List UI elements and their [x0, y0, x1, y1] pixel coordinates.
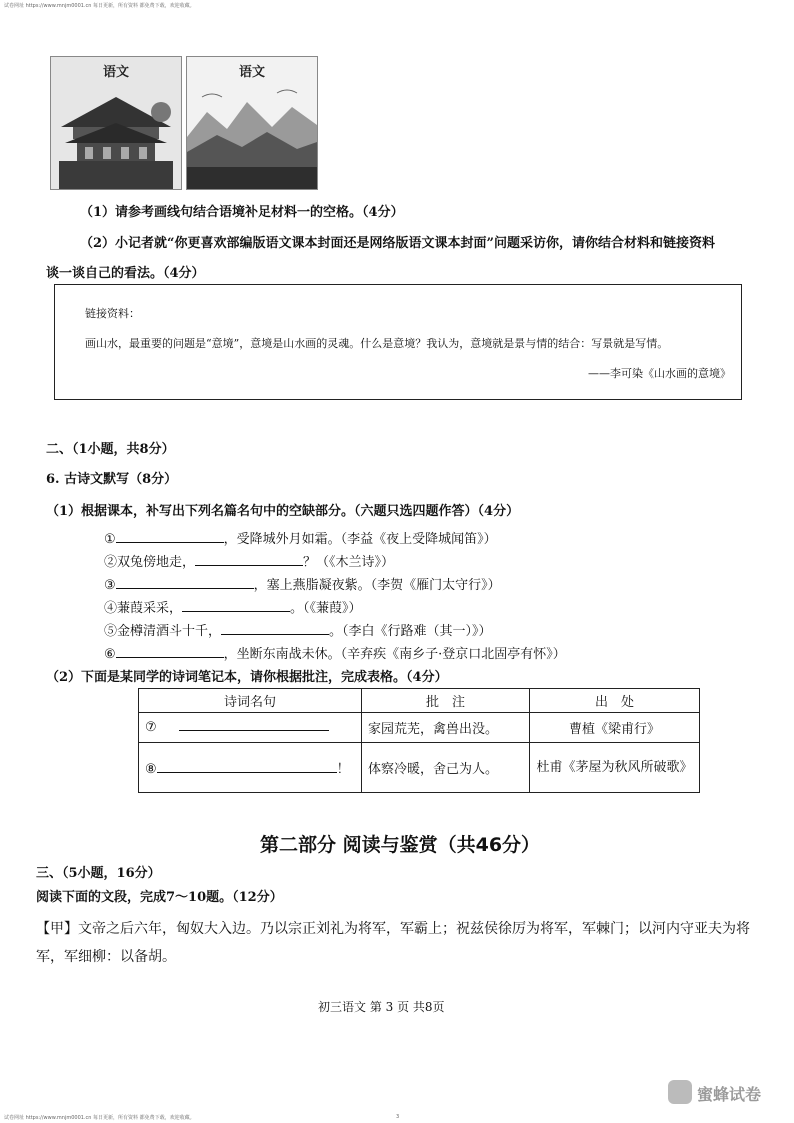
answer-blank[interactable] [116, 588, 254, 589]
cover-title: 语文 [238, 65, 265, 80]
page-footer: 初三语文 第 3 页 共8页 [318, 1000, 445, 1014]
answer-blank[interactable] [182, 611, 290, 612]
table-cell-note: 家园荒芜，禽兽出没。 [362, 713, 530, 743]
item-number: ⑤ [104, 624, 118, 639]
answer-blank[interactable] [116, 657, 224, 658]
item-text: ，受降城外月如霜。（李益《夜上受降城闻笛》） [223, 532, 497, 547]
q6-sub1: （1）根据课本，补写出下列名篇名句中的空缺部分。（六题只选四题作答）（4分） [46, 504, 520, 519]
answer-blank[interactable] [221, 634, 329, 635]
table-row [139, 713, 700, 743]
poetry-notes-table [138, 688, 700, 793]
table-cell-verse [139, 743, 362, 793]
cover-image-network [186, 56, 318, 190]
link-material-box [54, 284, 742, 400]
recitation-item-4 [104, 597, 362, 616]
footer-page-number: 3 [396, 1114, 400, 1120]
q6-title: 6. 古诗文默写（8分） [46, 472, 178, 487]
recitation-item-5 [104, 620, 492, 639]
part2-title: 第二部分 阅读与鉴赏（共46分） [260, 834, 541, 856]
q6-sub2: （2）下面是某同学的诗词笔记本，请你根据批注，完成表格。（4分） [46, 670, 448, 685]
item-text: 蒹葭采采， [117, 601, 183, 616]
link-material-body: 画山水，最重要的问题是“意境”，意境是山水画的灵魂。什么是意境？我认为，意境就是景与情的结合：写景就是写情。 [85, 337, 669, 350]
answer-blank[interactable] [116, 542, 224, 543]
table-header: 诗词名句 [139, 689, 362, 713]
reading-instruction: 阅读下面的文段，完成7～10题。（12分） [36, 890, 283, 905]
table-cell-verse [139, 713, 362, 743]
item-number: ④ [104, 601, 118, 616]
q5-sub1: （1）请参考画线句结合语境补足材料一的空格。（4分） [80, 205, 404, 220]
recitation-item-1 [104, 528, 497, 547]
watermark-text: 蜜蜂试卷 [697, 1085, 762, 1104]
item-text: 双兔傍地走， [117, 555, 196, 570]
recitation-item-2 [104, 551, 394, 570]
bee-logo-icon [668, 1080, 692, 1104]
cover-title: 语文 [102, 65, 129, 80]
row-end-mark: ！ [336, 762, 350, 777]
item-text: 。（李白《行路难（其一）》） [329, 624, 492, 639]
item-number: ② [104, 555, 118, 570]
item-number: ⑥ [104, 647, 116, 662]
header-note: 试卷网址 https://www.mnjm0001.cn 每日更新，所有资料 都免费下载，欢迎收藏。 [4, 3, 195, 9]
recitation-item-6 [104, 643, 566, 662]
q5-sub2-line1: （2）小记者就“你更喜欢部编版语文课本封面还是网络版语文课本封面”问题采访你，请你结合材料和链接资料 [80, 236, 716, 251]
item-text: ，塞上燕脂凝夜紫。（李贺《雁门太守行》） [253, 578, 501, 593]
table-header: 批 注 [362, 689, 530, 713]
item-text: ，坐断东南战未休。（辛弃疾《南乡子·登京口北固亭有怀》） [223, 647, 566, 662]
link-material-source: ——李可染《山水画的意境》 [588, 367, 731, 380]
link-material-label: 链接资料： [85, 307, 140, 320]
q5-sub2-line2: 谈一谈自己的看法。（4分） [46, 266, 205, 281]
table-cell-source: 杜甫《茅屋为秋风所破歌》 [530, 743, 700, 793]
answer-blank[interactable] [157, 772, 337, 773]
cover-image-textbook [50, 56, 182, 190]
table-header: 出 处 [530, 689, 700, 713]
passage-line-1: 【甲】文帝之后六年，匈奴大入边。乃以宗正刘礼为将军，军霸上；祝兹侯徐厉为将军，军棘门；以河内守亚夫为将 [36, 921, 750, 937]
table-cell-source: 曹植《梁甫行》 [530, 713, 700, 743]
table-row [139, 743, 700, 793]
item-text: 。（《蒹葭》） [290, 601, 362, 616]
row-number: ⑦ [145, 720, 157, 735]
item-number: ① [104, 532, 116, 547]
table-cell-note: 体察冷暖，舍己为人。 [362, 743, 530, 793]
item-text: 金樽清酒斗十千， [117, 624, 222, 639]
answer-blank[interactable] [179, 730, 329, 731]
recitation-item-3 [104, 574, 501, 593]
section3-heading: 三、（5小题，16分） [36, 866, 161, 881]
table-header-row [139, 689, 700, 713]
item-number: ③ [104, 578, 116, 593]
section2-heading: 二、（1小题，共8分） [46, 442, 175, 457]
passage-line-2: 军，军细柳：以备胡。 [36, 949, 176, 965]
item-text: ？（《木兰诗》） [303, 555, 395, 570]
row-number: ⑧ [145, 762, 157, 777]
answer-blank[interactable] [195, 565, 303, 566]
footer-note: 试卷网址 https://www.mnjm0001.cn 每日更新，所有资料 都免费下载，欢迎收藏。 [4, 1115, 195, 1121]
